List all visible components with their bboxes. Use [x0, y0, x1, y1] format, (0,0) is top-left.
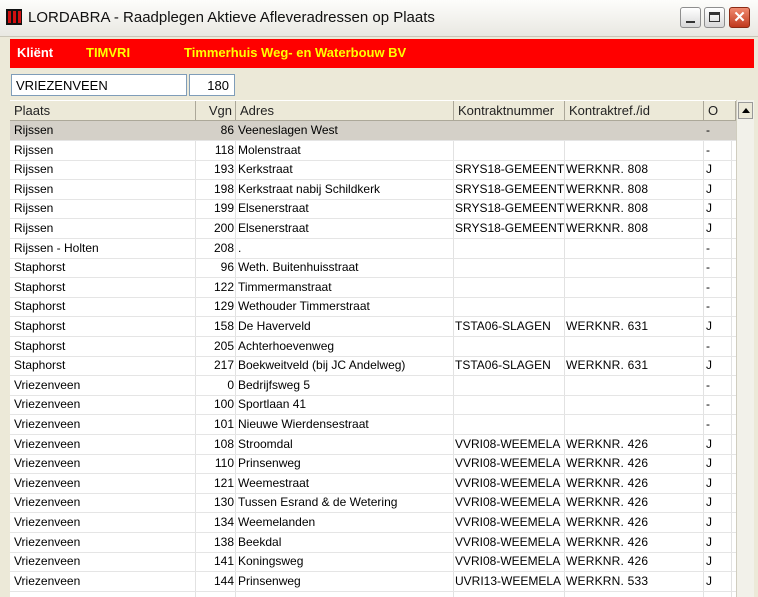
cell-plaats: Vriezenveen [14, 573, 81, 588]
cell-kontraktref: WERKNR. 631 [566, 358, 649, 373]
cell-o: J [706, 554, 713, 569]
cell-o: - [706, 397, 711, 412]
cell-plaats: Rijssen - Holten [14, 240, 99, 255]
cell-kontraktnummer [455, 415, 567, 434]
table-row[interactable] [10, 435, 736, 455]
cell-kontraktnummer: VVRI08-WEEMELA [455, 456, 561, 471]
app-icon[interactable] [6, 9, 22, 25]
cell-kontraktnummer [455, 141, 567, 160]
cell-kontraktref: WERKNR. 426 [566, 534, 649, 549]
cell-kontraktnummer: VVRI08-WEEMELA [455, 515, 561, 529]
cell-plaats: Vriezenveen [14, 554, 81, 569]
cell-adres: Tussen Esrand & de Wetering [238, 495, 398, 510]
column-header-adres[interactable]: Adres [236, 101, 454, 121]
cell-vgn: 217 [213, 358, 234, 373]
cell-plaats: Staphorst [14, 299, 66, 314]
cell-vgn: 205 [213, 338, 234, 353]
cell-kontraktref [566, 258, 702, 277]
cell-plaats: Vriezenveen [14, 456, 81, 471]
cell-adres: Elsenerstraat [238, 201, 309, 216]
cell-vgn: 96 [220, 260, 234, 275]
cell-o: - [706, 417, 711, 431]
cell-plaats: Rijssen [14, 201, 54, 216]
cell-vgn: 122 [213, 279, 234, 294]
cell-o: J [706, 515, 713, 529]
cell-plaats: Staphorst [14, 338, 66, 353]
cell-kontraktref: WERKNR. 808 [566, 201, 649, 216]
cell-plaats: Rijssen [14, 181, 54, 196]
cell-kontraktnummer: SRYS18-GEMEENT [455, 162, 565, 177]
cell-o: J [706, 181, 713, 196]
cell-kontraktref: WERKNR. 426 [566, 554, 649, 569]
cell-adres: Weemestraat [238, 475, 310, 490]
cell-plaats: Vriezenveen [14, 495, 81, 510]
cell-adres: Bedrijfsweg 5 [238, 377, 311, 392]
cell-vgn: 86 [220, 123, 234, 137]
table-row[interactable] [10, 572, 736, 592]
cell-kontraktnummer: UVRI13-WEEMELA [455, 573, 562, 588]
table-row[interactable] [10, 454, 736, 474]
table-row[interactable] [10, 278, 736, 298]
cell-o: J [706, 475, 713, 490]
table-row[interactable] [10, 121, 736, 141]
cell-vgn: 199 [213, 201, 234, 216]
cell-kontraktref [566, 376, 702, 395]
cell-adres: Boekweitveld (bij JC Andelweg) [238, 358, 406, 373]
cell-plaats: Rijssen [14, 221, 54, 235]
cell-adres: Timmermanstraat [238, 279, 332, 294]
column-header-vgn[interactable]: Vgn [196, 101, 236, 121]
cell-adres: Achterhoevenweg [238, 338, 335, 353]
cell-plaats: Rijssen [14, 162, 54, 177]
cell-plaats: Staphorst [14, 279, 66, 294]
record-count-field[interactable]: 180 [189, 74, 235, 96]
table-row[interactable] [10, 493, 736, 513]
cell-o: - [706, 142, 711, 157]
cell-adres: De Haverveld [238, 319, 311, 333]
table-row[interactable] [10, 239, 736, 259]
cell-kontraktref: WERKNR. 426 [566, 515, 649, 529]
cell-vgn: 129 [213, 299, 234, 314]
cell-kontraktref: WERKNR. 426 [566, 456, 649, 471]
table-row[interactable] [10, 415, 736, 435]
cell-kontraktnummer: VVRI08-WEEMELA [455, 534, 561, 549]
cell-o: J [706, 436, 713, 451]
cell-kontraktref [566, 395, 702, 414]
cell-kontraktref [566, 239, 702, 258]
cell-plaats: Vriezenveen [14, 475, 81, 490]
cell-vgn: 144 [213, 573, 234, 588]
address-grid[interactable] [10, 100, 736, 597]
table-row[interactable] [10, 395, 736, 415]
cell-vgn: 110 [214, 456, 234, 471]
cell-kontraktref [566, 141, 702, 160]
table-row[interactable] [10, 317, 736, 337]
cell-o: J [706, 319, 713, 333]
cell-kontraktnummer [455, 239, 567, 258]
cell-o: J [706, 201, 713, 216]
cell-vgn: 0 [227, 377, 234, 392]
cell-adres: Molenstraat [238, 142, 301, 157]
cell-vgn: 200 [213, 221, 234, 235]
cell-kontraktnummer [455, 258, 567, 277]
cell-kontraktnummer [455, 337, 567, 356]
cell-plaats: Vriezenveen [14, 436, 81, 451]
close-icon: ✕ [733, 9, 746, 26]
table-row[interactable] [10, 474, 736, 494]
cell-adres: Prinsenweg [238, 573, 301, 588]
cell-vgn: 208 [213, 240, 234, 255]
cell-kontraktref [566, 415, 702, 434]
cell-adres: Wethouder Timmerstraat [238, 299, 370, 314]
table-row[interactable] [10, 219, 736, 239]
table-row[interactable] [10, 180, 736, 200]
maximize-icon [709, 12, 720, 22]
cell-vgn: 141 [213, 554, 234, 569]
table-row[interactable] [10, 258, 736, 278]
cell-plaats: Vriezenveen [14, 397, 81, 412]
cell-o: J [706, 162, 713, 177]
cell-kontraktnummer: VVRI08-WEEMELA [455, 554, 561, 569]
cell-plaats: Staphorst [14, 358, 66, 373]
cell-kontraktnummer: TSTA06-SLAGEN [455, 358, 551, 373]
table-row[interactable] [10, 533, 736, 553]
cell-adres: . [238, 240, 242, 255]
cell-o: J [706, 456, 713, 471]
cell-o: - [706, 123, 711, 137]
cell-o: J [706, 358, 713, 373]
column-header-kontraktnummer[interactable]: Kontraktnummer [454, 101, 565, 121]
cell-plaats: Staphorst [14, 260, 66, 275]
cell-vgn: 130 [213, 495, 234, 510]
cell-adres: Kerkstraat nabij Schildkerk [238, 181, 381, 196]
cell-o: - [706, 377, 711, 392]
table-row[interactable] [10, 297, 736, 317]
cell-vgn: 134 [213, 515, 234, 529]
cell-adres: Koningsweg [238, 554, 304, 569]
cell-kontraktref: WERKNR. 808 [566, 162, 649, 177]
cell-kontraktref [566, 297, 702, 316]
cell-kontraktnummer: SRYS18-GEMEENT [455, 181, 565, 196]
cell-plaats: Vriezenveen [14, 377, 81, 392]
cell-plaats: Rijssen [14, 123, 54, 137]
cell-kontraktnummer: TSTA06-SLAGEN [455, 319, 551, 333]
column-header-kontraktref[interactable]: Kontraktref./id [565, 101, 704, 121]
cell-o: - [706, 240, 711, 255]
title-bar[interactable] [0, 0, 758, 37]
cell-adres: Prinsenweg [238, 456, 301, 471]
cell-adres: Sportlaan 41 [238, 397, 307, 412]
cell-kontraktref: WERKNR. 426 [566, 495, 649, 510]
window-title: LORDABRA - Raadplegen Aktieve Afleveradressen op Plaats [28, 9, 435, 26]
cell-vgn: 158 [213, 319, 234, 333]
column-header-o[interactable]: O [704, 101, 736, 121]
maximize-button[interactable] [704, 7, 725, 28]
cell-kontraktnummer [455, 278, 567, 297]
cell-kontraktnummer: SRYS18-GEMEENT [455, 221, 565, 235]
cell-vgn: 121 [213, 475, 234, 490]
client-banner [10, 39, 754, 68]
cell-vgn: 101 [213, 417, 234, 431]
cell-vgn: 138 [213, 534, 234, 549]
cell-kontraktnummer: VVRI08-WEEMELA [455, 475, 561, 490]
cell-kontraktref [566, 121, 702, 140]
table-row[interactable] [10, 199, 736, 219]
cell-kontraktref: WERKNR. 808 [566, 181, 649, 196]
cell-o: - [706, 338, 711, 353]
minimize-icon [686, 21, 695, 23]
table-row[interactable] [10, 376, 736, 396]
table-row[interactable] [10, 160, 736, 180]
cell-kontraktnummer: VVRI08-WEEMELA [455, 436, 561, 451]
table-row[interactable] [10, 337, 736, 357]
scroll-up-arrow-icon[interactable] [738, 102, 753, 119]
cell-adres: Veeneslagen West [238, 123, 338, 137]
cell-kontraktref: WERKNR. 631 [566, 319, 649, 333]
minimize-button[interactable] [680, 7, 701, 28]
cell-o: - [706, 279, 711, 294]
cell-plaats: Rijssen [14, 142, 54, 157]
cell-plaats: Vriezenveen [14, 534, 81, 549]
cell-vgn: 118 [214, 142, 234, 157]
cell-vgn: 193 [213, 162, 234, 177]
cell-kontraktnummer: SRYS18-GEMEENT [455, 201, 565, 216]
cell-vgn: 100 [213, 397, 234, 412]
cell-vgn: 108 [213, 436, 234, 451]
cell-kontraktnummer [455, 121, 567, 140]
cell-adres: Stroomdal [238, 436, 293, 451]
client-name: Timmerhuis Weg- en Waterbouw BV [184, 45, 407, 60]
vertical-scrollbar[interactable] [736, 100, 754, 597]
cell-adres: Weemelanden [238, 515, 316, 529]
cell-kontraktref: WERKNR. 808 [566, 221, 649, 235]
table-row[interactable] [10, 552, 736, 572]
cell-o: J [706, 573, 713, 588]
table-row[interactable] [10, 141, 736, 161]
cell-kontraktref [566, 337, 702, 356]
cell-kontraktref: WERKNR. 426 [566, 475, 649, 490]
close-button[interactable] [729, 7, 750, 28]
cell-plaats: Vriezenveen [14, 515, 81, 529]
cell-plaats: Staphorst [14, 319, 66, 333]
table-row[interactable] [10, 356, 736, 376]
grid-header [10, 100, 736, 121]
cell-kontraktref: WERKNR. 426 [566, 436, 649, 451]
table-row[interactable] [10, 513, 736, 533]
cell-adres: Weth. Buitenhuisstraat [238, 260, 359, 275]
cell-vgn: 198 [213, 181, 234, 196]
cell-kontraktnummer [455, 376, 567, 395]
place-search-input[interactable]: VRIEZENVEEN [11, 74, 187, 96]
cell-o: J [706, 495, 713, 510]
cell-o: J [706, 534, 713, 549]
cell-o: J [706, 221, 713, 235]
cell-kontraktnummer [455, 395, 567, 414]
client-code: TIMVRI [86, 45, 131, 60]
cell-o: - [706, 299, 711, 314]
cell-kontraktref [566, 278, 702, 297]
cell-adres: Elsenerstraat [238, 221, 309, 235]
client-label: Kliënt [17, 45, 54, 60]
cell-plaats: Vriezenveen [14, 417, 81, 431]
cell-kontraktnummer [455, 297, 567, 316]
cell-kontraktref: WERKRN. 533 [566, 573, 649, 588]
cell-o: - [706, 260, 711, 275]
cell-adres: Nieuwe Wierdensestraat [238, 417, 369, 431]
cell-adres: Beekdal [238, 534, 282, 549]
column-header-plaats[interactable]: Plaats [10, 101, 196, 121]
cell-kontraktnummer: VVRI08-WEEMELA [455, 495, 561, 510]
cell-adres: Kerkstraat [238, 162, 293, 177]
